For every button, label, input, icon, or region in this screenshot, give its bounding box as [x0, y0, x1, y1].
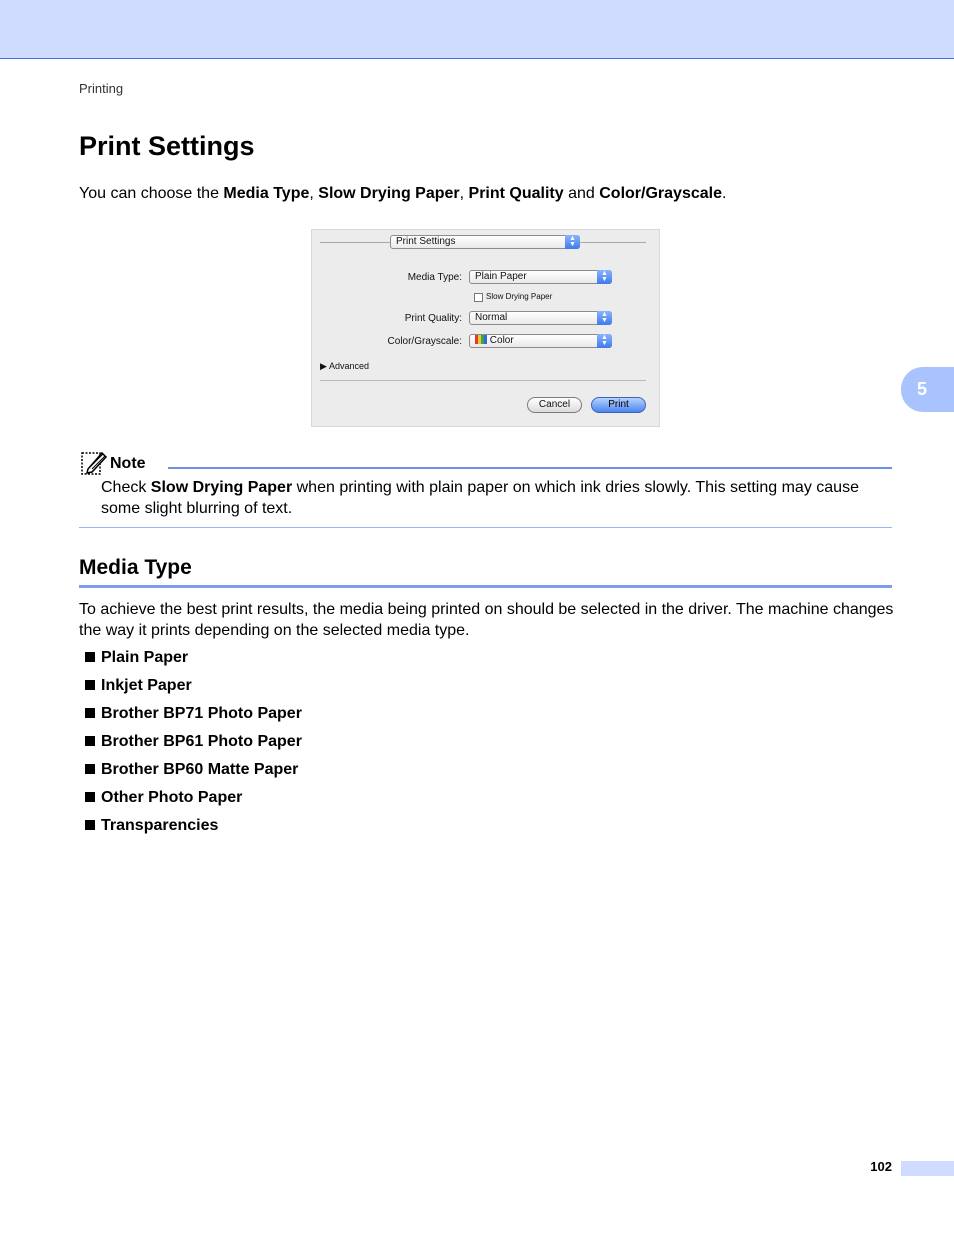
intro-paragraph: You can choose the Media Type, Slow Drying Paper, Print Quality and Color/Grayscale.	[79, 185, 727, 202]
section-body: To achieve the best print results, the media being printed on should be selected in the driver. The machine changes the way it prints depending on the selected media type.	[79, 601, 894, 639]
media-type-popup[interactable]	[469, 270, 612, 284]
square-bullet-icon	[85, 736, 95, 746]
dialog-divider	[320, 242, 390, 243]
print-button[interactable]: Print	[591, 397, 646, 413]
popup-arrows-icon: ▲ ▼	[597, 334, 612, 348]
color-swatch-icon	[475, 335, 487, 346]
popup-arrows-icon: ▲ ▼	[597, 311, 612, 325]
print-quality-popup[interactable]	[469, 311, 612, 325]
media-type-list	[85, 647, 302, 843]
print-dialog-screenshot	[311, 229, 660, 427]
slow-drying-label: Slow Drying Paper	[486, 292, 553, 301]
media-type-label: Media Type:	[407, 272, 462, 283]
popup-arrows-icon: ▲ ▼	[565, 235, 580, 249]
square-bullet-icon	[85, 764, 95, 774]
media-type-value: Plain Paper	[475, 271, 527, 282]
dialog-separator	[320, 380, 646, 381]
popup-arrows-icon: ▲ ▼	[597, 270, 612, 284]
page-number: 102	[870, 1159, 892, 1174]
disclosure-triangle-icon: ▶	[320, 361, 327, 371]
note-label: Note	[110, 455, 146, 472]
section-title: Media Type	[79, 556, 192, 579]
print-quality-value: Normal	[475, 312, 508, 323]
note-text: Check Slow Drying Paper when printing with plain paper on which ink dries slowly. This setting may cause some slight blurring of text.	[101, 479, 859, 517]
header-band	[0, 0, 954, 59]
list-item: Inkjet Paper	[85, 675, 302, 703]
breadcrumb: Printing	[79, 81, 124, 96]
chapter-tab: 5	[901, 367, 954, 412]
note-bottom-rule	[79, 527, 892, 528]
page-title: Print Settings	[79, 131, 255, 161]
footer-band	[901, 1161, 954, 1176]
list-item: Brother BP60 Matte Paper	[85, 759, 302, 787]
advanced-disclosure[interactable]	[320, 361, 369, 372]
color-grayscale-value: Color	[489, 335, 514, 346]
list-item: Other Photo Paper	[85, 787, 302, 815]
note-pencil-icon	[80, 449, 108, 477]
list-item: Brother BP71 Photo Paper	[85, 703, 302, 731]
cancel-button[interactable]: Cancel	[527, 397, 582, 413]
square-bullet-icon	[85, 708, 95, 718]
advanced-label: Advanced	[328, 361, 369, 371]
list-item: Brother BP61 Photo Paper	[85, 731, 302, 759]
section-rule	[79, 585, 892, 588]
color-grayscale-label: Color/Grayscale:	[387, 336, 462, 347]
note-rule	[168, 467, 892, 469]
section-popup[interactable]	[390, 235, 580, 249]
square-bullet-icon	[85, 820, 95, 830]
color-grayscale-popup[interactable]	[469, 334, 612, 348]
square-bullet-icon	[85, 652, 95, 662]
list-item: Plain Paper	[85, 647, 302, 675]
square-bullet-icon	[85, 792, 95, 802]
square-bullet-icon	[85, 680, 95, 690]
list-item: Transparencies	[85, 815, 302, 843]
dialog-divider	[580, 242, 646, 243]
section-popup-label: Print Settings	[396, 236, 456, 247]
slow-drying-checkbox[interactable]	[474, 293, 483, 302]
print-quality-label: Print Quality:	[404, 313, 462, 324]
